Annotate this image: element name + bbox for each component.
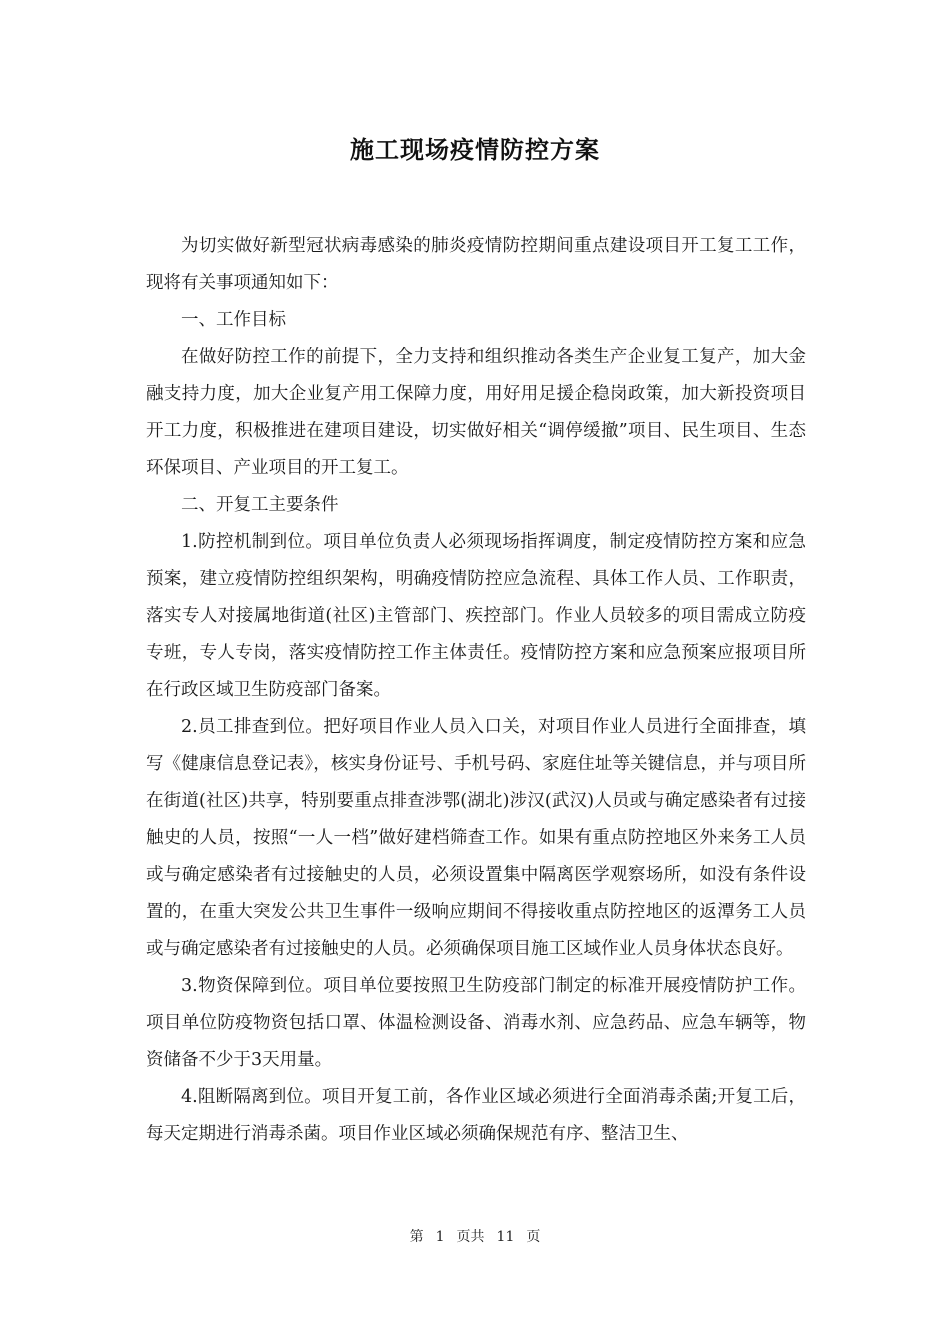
section-heading-goals: 一、工作目标 [181,310,286,330]
footer-current-page: 1 [435,1229,445,1245]
condition-paragraph-4: 4.阻断隔离到位。项目开复工前，各作业区域必须进行全面消毒杀菌;开复工后，每天定期进行消毒杀菌。项目作业区域必须确保规范有序、整洁卫生、 [146,1087,806,1144]
footer-prefix: 第 [409,1229,424,1245]
condition-paragraph-1: 1.防控机制到位。项目单位负责人必须现场指挥调度，制定疫情防控方案和应急预案，建立疫情防控组织架构，明确疫情防控应急流程、具体工作人员、工作职责，落实专人对接属地街道(社区)主管部门、疾控部门。作业人员较多的项目需成立防疫专班，专人专岗，落实疫情防控工作主体责任。疫情防控方案和应急预案应报项目所在行政区域卫生防疫部门备案。 [146,532,806,700]
condition-paragraph-2: 2.员工排查到位。把好项目作业人员入口关，对项目作业人员进行全面排查，填写《健康信息登记表》，核实身份证号、手机号码、家庭住址等关键信息，并与项目所在街道(社区)共享，特别要重点排查涉鄂(湖北)涉汉(武汉)人员或与确定感染者有过接触史的人员，按照“一人一档”做好建档筛查工作。如果有重点防控地区外来务工人员或与确定感染者有过接触史的人员，必须设置集中隔离医学观察场所，如没有条件设置的，在重大突发公共卫生事件一级响应期间不得接收重点防控地区的返潭务工人员或与确定感染者有过接触史的人员。必须确保项目施工区域作业人员身体状态良好。 [146,717,806,959]
condition-paragraph-3: 3.物资保障到位。项目单位要按照卫生防疫部门制定的标准开展疫情防护工作。项目单位防疫物资包括口罩、体温检测设备、消毒水剂、应急药品、应急车辆等，物资储备不少于3天用量。 [146,976,806,1070]
document-title: 施工现场疫情防控方案 [350,136,600,164]
goals-paragraph: 在做好防控工作的前提下，全力支持和组织推动各类生产企业复工复产，加大金融支持力度，加大企业复产用工保障力度，用好用足援企稳岗政策，加大新投资项目开工力度，积极推进在建项目建设，切实做好相关“调停缓撤”项目、民生项目、生态环保项目、产业项目的开工复工。 [146,347,806,478]
footer-suffix: 页 [526,1229,541,1245]
footer-total-pages: 11 [496,1229,515,1245]
footer-middle: 页共 [456,1229,485,1245]
document-body [146,228,806,1153]
page-footer [0,1226,950,1246]
section-heading-conditions: 二、开复工主要条件 [181,495,339,515]
intro-paragraph: 为切实做好新型冠状病毒感染的肺炎疫情防控期间重点建设项目开工复工工作，现将有关事项通知如下： [146,236,806,293]
